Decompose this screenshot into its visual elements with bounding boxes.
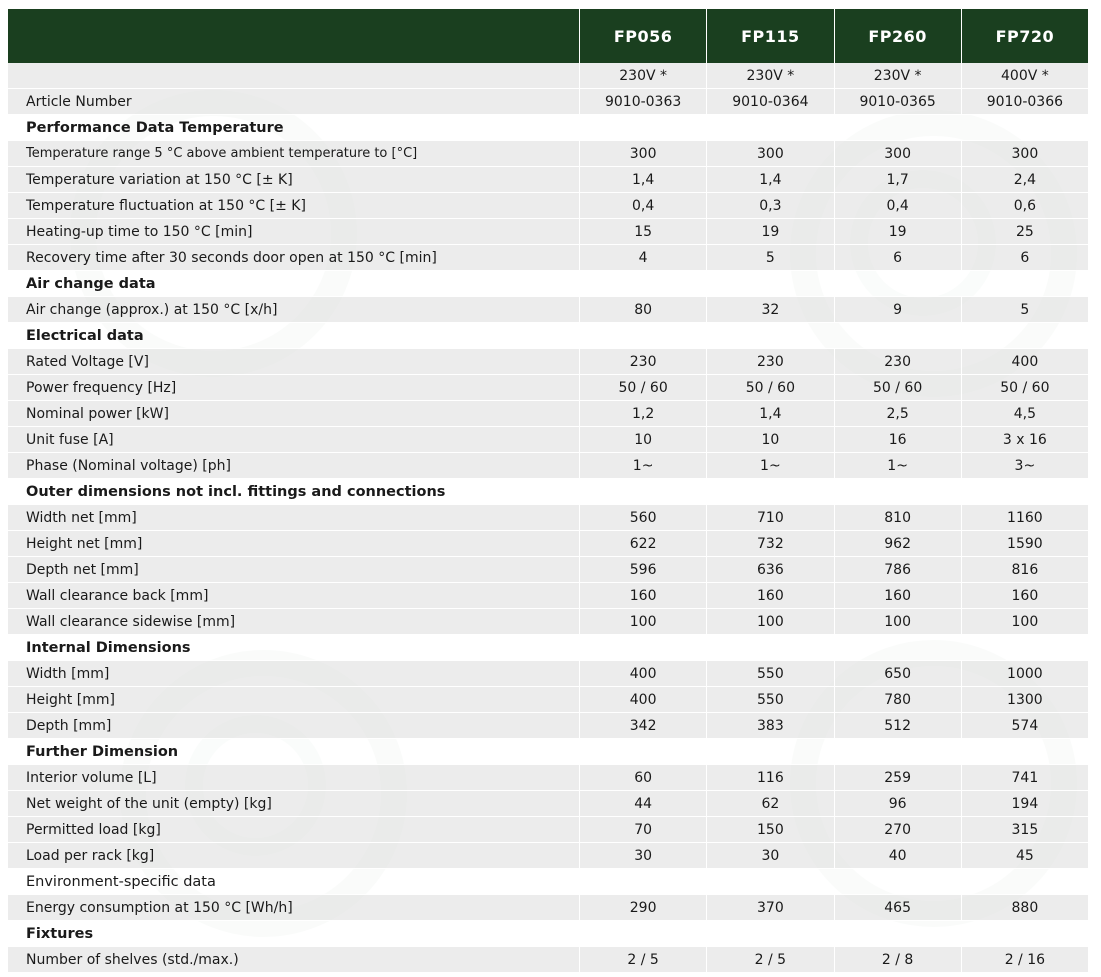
spec-label: Air change (approx.) at 150 °C [x/h] — [8, 297, 579, 323]
spec-label: Net weight of the unit (empty) [kg] — [8, 791, 579, 817]
spec-label: Permitted load [kg] — [8, 817, 579, 843]
spec-label: Number of shelves (std./max.) — [8, 947, 579, 973]
spec-value: 2 / 5 — [706, 947, 833, 973]
spec-value: 96 — [834, 791, 961, 817]
spec-value: 3~ — [961, 453, 1088, 479]
spec-row — [8, 505, 1088, 531]
spec-value: 732 — [706, 531, 833, 557]
spec-value: 230 — [579, 349, 706, 375]
spec-label: Temperature fluctuation at 150 °C [± K] — [8, 193, 579, 219]
section-header-row — [8, 115, 1088, 141]
spec-value: 160 — [834, 583, 961, 609]
spec-value: 0,4 — [834, 193, 961, 219]
spec-value: 259 — [834, 765, 961, 791]
spec-value: 400 — [579, 687, 706, 713]
spec-value: 50 / 60 — [579, 375, 706, 401]
spec-value: 9010-0364 — [706, 89, 833, 115]
spec-value: 160 — [961, 583, 1088, 609]
spec-value: 1~ — [579, 453, 706, 479]
spec-value: 880 — [961, 895, 1088, 921]
spec-value: 370 — [706, 895, 833, 921]
spec-value: 6 — [961, 245, 1088, 271]
spec-value: 741 — [961, 765, 1088, 791]
spec-value: 1,2 — [579, 401, 706, 427]
spec-value: 400V * — [961, 63, 1088, 89]
spec-label: Energy consumption at 150 °C [Wh/h] — [8, 895, 579, 921]
spec-label: Wall clearance back [mm] — [8, 583, 579, 609]
spec-row — [8, 141, 1088, 167]
section-header-row — [8, 869, 1088, 895]
spec-label: Height net [mm] — [8, 531, 579, 557]
spec-label: Wall clearance sidewise [mm] — [8, 609, 579, 635]
spec-row — [8, 609, 1088, 635]
spec-label: Rated Voltage [V] — [8, 349, 579, 375]
spec-row — [8, 687, 1088, 713]
spec-value: 70 — [579, 817, 706, 843]
spec-value: 6 — [834, 245, 961, 271]
spec-value: 1,4 — [706, 167, 833, 193]
spec-value: 160 — [706, 583, 833, 609]
model-header: FP056 — [579, 9, 706, 63]
spec-value: 19 — [834, 219, 961, 245]
spec-row — [8, 297, 1088, 323]
spec-value: 9010-0366 — [961, 89, 1088, 115]
spec-value: 160 — [579, 583, 706, 609]
spec-value: 300 — [834, 141, 961, 167]
spec-value: 1590 — [961, 531, 1088, 557]
spec-value: 50 / 60 — [834, 375, 961, 401]
spec-value: 2,5 — [834, 401, 961, 427]
spec-value: 1300 — [961, 687, 1088, 713]
section-header-row — [8, 739, 1088, 765]
spec-value: 2,4 — [961, 167, 1088, 193]
spec-label: Heating-up time to 150 °C [min] — [8, 219, 579, 245]
spec-value: 25 — [961, 219, 1088, 245]
spec-row — [8, 453, 1088, 479]
spec-value: 300 — [961, 141, 1088, 167]
spec-row — [8, 349, 1088, 375]
section-header-row — [8, 635, 1088, 661]
spec-value: 0,6 — [961, 193, 1088, 219]
section-title: Fixtures — [8, 921, 1088, 947]
model-header: FP115 — [706, 9, 833, 63]
spec-label — [8, 63, 579, 89]
spec-value: 100 — [706, 609, 833, 635]
spec-value: 810 — [834, 505, 961, 531]
spec-value: 816 — [961, 557, 1088, 583]
spec-value: 400 — [579, 661, 706, 687]
spec-label: Phase (Nominal voltage) [ph] — [8, 453, 579, 479]
spec-value: 2 / 8 — [834, 947, 961, 973]
spec-value: 622 — [579, 531, 706, 557]
section-title: Air change data — [8, 271, 1088, 297]
spec-label: Unit fuse [A] — [8, 427, 579, 453]
spec-value: 15 — [579, 219, 706, 245]
spec-value: 1~ — [706, 453, 833, 479]
spec-row — [8, 765, 1088, 791]
section-header-row — [8, 271, 1088, 297]
spec-value: 2 / 5 — [579, 947, 706, 973]
spec-value: 290 — [579, 895, 706, 921]
spec-label: Nominal power [kW] — [8, 401, 579, 427]
spec-value: 315 — [961, 817, 1088, 843]
spec-value: 230 — [706, 349, 833, 375]
spec-row — [8, 167, 1088, 193]
section-header-row — [8, 323, 1088, 349]
spec-value: 100 — [579, 609, 706, 635]
spec-value: 19 — [706, 219, 833, 245]
spec-value: 0,3 — [706, 193, 833, 219]
spec-value: 40 — [834, 843, 961, 869]
spec-row — [8, 557, 1088, 583]
spec-value: 230V * — [834, 63, 961, 89]
spec-value: 512 — [834, 713, 961, 739]
spec-value: 710 — [706, 505, 833, 531]
spec-label: Interior volume [L] — [8, 765, 579, 791]
spec-value: 2 / 16 — [961, 947, 1088, 973]
spec-row — [8, 843, 1088, 869]
spec-row — [8, 401, 1088, 427]
spec-value: 10 — [706, 427, 833, 453]
spec-label: Width net [mm] — [8, 505, 579, 531]
spec-value: 300 — [579, 141, 706, 167]
spec-row — [8, 661, 1088, 687]
spec-value: 45 — [961, 843, 1088, 869]
spec-value: 80 — [579, 297, 706, 323]
spec-row — [8, 245, 1088, 271]
spec-value: 574 — [961, 713, 1088, 739]
spec-label: Height [mm] — [8, 687, 579, 713]
spec-value: 62 — [706, 791, 833, 817]
spec-value: 9010-0363 — [579, 89, 706, 115]
spec-value: 636 — [706, 557, 833, 583]
spec-value: 962 — [834, 531, 961, 557]
spec-row — [8, 63, 1088, 89]
model-header: FP260 — [834, 9, 961, 63]
model-header: FP720 — [961, 9, 1088, 63]
spec-value: 9010-0365 — [834, 89, 961, 115]
section-header-row — [8, 479, 1088, 505]
section-title: Performance Data Temperature — [8, 115, 1088, 141]
spec-label: Recovery time after 30 seconds door open at 150 °C [min] — [8, 245, 579, 271]
spec-label: Load per rack [kg] — [8, 843, 579, 869]
spec-value: 30 — [579, 843, 706, 869]
spec-value: 100 — [834, 609, 961, 635]
specification-table — [8, 9, 1088, 973]
spec-value: 30 — [706, 843, 833, 869]
spec-value: 596 — [579, 557, 706, 583]
spec-value: 5 — [961, 297, 1088, 323]
spec-value: 150 — [706, 817, 833, 843]
spec-value: 270 — [834, 817, 961, 843]
spec-value: 1~ — [834, 453, 961, 479]
spec-label: Width [mm] — [8, 661, 579, 687]
spec-value: 4 — [579, 245, 706, 271]
spec-value: 230 — [834, 349, 961, 375]
spec-value: 4,5 — [961, 401, 1088, 427]
spec-value: 230V * — [706, 63, 833, 89]
specification-body — [8, 63, 1088, 973]
spec-row — [8, 89, 1088, 115]
spec-value: 342 — [579, 713, 706, 739]
spec-value: 9 — [834, 297, 961, 323]
spec-value: 560 — [579, 505, 706, 531]
spec-value: 383 — [706, 713, 833, 739]
spec-row — [8, 895, 1088, 921]
spec-value: 0,4 — [579, 193, 706, 219]
spec-value: 400 — [961, 349, 1088, 375]
spec-value: 786 — [834, 557, 961, 583]
spec-value: 50 / 60 — [706, 375, 833, 401]
section-title: Electrical data — [8, 323, 1088, 349]
spec-value: 1,4 — [706, 401, 833, 427]
spec-value: 194 — [961, 791, 1088, 817]
section-title: Outer dimensions not incl. fittings and connections — [8, 479, 1088, 505]
header-row — [8, 9, 1088, 63]
spec-row — [8, 791, 1088, 817]
spec-row — [8, 219, 1088, 245]
spec-value: 650 — [834, 661, 961, 687]
spec-value: 10 — [579, 427, 706, 453]
spec-row — [8, 531, 1088, 557]
spec-row — [8, 817, 1088, 843]
spec-value: 3 x 16 — [961, 427, 1088, 453]
spec-row — [8, 713, 1088, 739]
spec-value: 1160 — [961, 505, 1088, 531]
spec-label: Temperature variation at 150 °C [± K] — [8, 167, 579, 193]
spec-row — [8, 947, 1088, 973]
spec-value: 550 — [706, 661, 833, 687]
spec-row — [8, 193, 1088, 219]
header-corner-cell — [8, 9, 579, 63]
spec-value: 780 — [834, 687, 961, 713]
spec-value: 32 — [706, 297, 833, 323]
spec-value: 1,7 — [834, 167, 961, 193]
spec-value: 16 — [834, 427, 961, 453]
spec-value: 100 — [961, 609, 1088, 635]
spec-label: Power frequency [Hz] — [8, 375, 579, 401]
spec-label: Depth net [mm] — [8, 557, 579, 583]
spec-label: Depth [mm] — [8, 713, 579, 739]
spec-value: 116 — [706, 765, 833, 791]
spec-label: Temperature range 5 °C above ambient temperature to [°C] — [8, 141, 579, 167]
spec-value: 1000 — [961, 661, 1088, 687]
spec-value: 5 — [706, 245, 833, 271]
spec-label: Article Number — [8, 89, 579, 115]
spec-row — [8, 427, 1088, 453]
section-title: Further Dimension — [8, 739, 1088, 765]
section-title: Environment-specific data — [8, 869, 1088, 895]
spec-value: 465 — [834, 895, 961, 921]
spec-value: 44 — [579, 791, 706, 817]
spec-row — [8, 375, 1088, 401]
spec-value: 230V * — [579, 63, 706, 89]
spec-value: 1,4 — [579, 167, 706, 193]
section-header-row — [8, 921, 1088, 947]
spec-value: 60 — [579, 765, 706, 791]
spec-value: 300 — [706, 141, 833, 167]
spec-value: 550 — [706, 687, 833, 713]
spec-value: 50 / 60 — [961, 375, 1088, 401]
spec-row — [8, 583, 1088, 609]
section-title: Internal Dimensions — [8, 635, 1088, 661]
